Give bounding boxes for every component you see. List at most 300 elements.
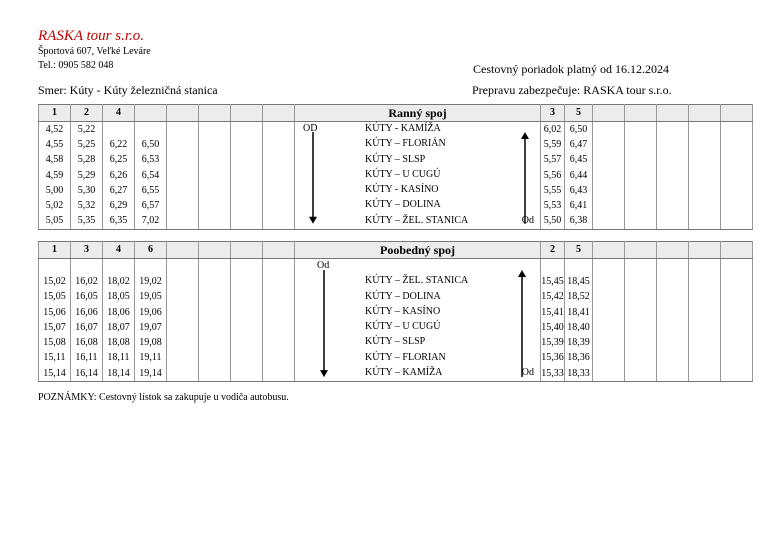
return-time: 15,33 — [541, 366, 565, 382]
return-time — [689, 290, 721, 305]
stop-name: KÚTY – KAMÍŽA — [365, 367, 443, 379]
table-row — [39, 351, 753, 366]
departure-time — [231, 335, 263, 350]
departure-time — [167, 366, 199, 382]
departure-time — [199, 198, 231, 213]
stop-cell — [295, 214, 541, 230]
end-marker: Od — [521, 214, 534, 226]
trip-number-header — [625, 242, 657, 259]
departure-time — [167, 137, 199, 152]
departure-time — [263, 122, 295, 138]
trip-number-header — [593, 242, 625, 259]
return-time — [625, 183, 657, 198]
return-time — [721, 290, 753, 305]
section-title: Poobedný spoj — [295, 242, 541, 259]
return-time — [593, 198, 625, 213]
trip-number-header: 5 — [565, 242, 593, 259]
departure-time: 5,05 — [39, 214, 71, 230]
return-time — [689, 320, 721, 335]
departure-time: 4,58 — [39, 153, 71, 168]
return-time — [657, 198, 689, 213]
trip-number-header — [689, 105, 721, 122]
return-time: 15,39 — [541, 335, 565, 350]
marker-cell — [295, 259, 541, 275]
departure-time — [231, 153, 263, 168]
departure-time — [263, 366, 295, 382]
return-time — [689, 351, 721, 366]
departure-time: 5,28 — [71, 153, 103, 168]
return-time — [625, 122, 657, 138]
return-time — [721, 214, 753, 230]
departure-time — [263, 198, 295, 213]
trip-number-header: 6 — [135, 242, 167, 259]
departure-time: 16,05 — [71, 290, 103, 305]
return-time — [689, 305, 721, 320]
return-time: 18,41 — [565, 305, 593, 320]
header-row — [39, 242, 753, 259]
trip-number-header — [263, 242, 295, 259]
departure-time — [231, 351, 263, 366]
stop-name: KÚTY – ŽEL. STANICA — [365, 275, 469, 287]
departure-time — [263, 351, 295, 366]
trip-number-header: 3 — [71, 242, 103, 259]
return-time: 6,43 — [565, 183, 593, 198]
stop-name: KÚTY - KASÍNO — [365, 184, 439, 196]
departure-time — [263, 153, 295, 168]
empty-cell — [71, 259, 103, 275]
return-time — [593, 137, 625, 152]
departure-time — [231, 274, 263, 289]
return-time — [657, 137, 689, 152]
timetable-validity: Cestovný poriadok platný od 16.12.2024 — [473, 62, 669, 76]
departure-time — [231, 137, 263, 152]
return-time — [721, 122, 753, 138]
stop-name: KÚTY – FLORIAN — [365, 351, 446, 363]
departure-time — [167, 153, 199, 168]
trip-number-header — [593, 105, 625, 122]
departure-time: 18,14 — [103, 366, 135, 382]
empty-cell — [541, 259, 565, 275]
departure-time: 6,26 — [103, 168, 135, 183]
return-time — [689, 153, 721, 168]
return-time — [593, 168, 625, 183]
trip-number-header — [689, 242, 721, 259]
trip-number-header: 2 — [541, 242, 565, 259]
stop-cell — [295, 274, 541, 289]
table-row — [39, 168, 753, 183]
return-time — [721, 198, 753, 213]
return-time — [625, 137, 657, 152]
return-time: 6,02 — [541, 122, 565, 138]
return-time — [689, 183, 721, 198]
return-time — [689, 366, 721, 382]
departure-time — [231, 122, 263, 138]
table-row — [39, 183, 753, 198]
departure-time — [199, 183, 231, 198]
departure-time: 16,02 — [71, 274, 103, 289]
return-time — [657, 274, 689, 289]
return-time — [593, 351, 625, 366]
trip-number-header: 1 — [39, 242, 71, 259]
return-time — [721, 320, 753, 335]
departure-time: 6,25 — [103, 153, 135, 168]
departure-time: 15,06 — [39, 305, 71, 320]
return-time — [625, 168, 657, 183]
return-time — [593, 366, 625, 382]
return-time: 18,39 — [565, 335, 593, 350]
return-time: 6,44 — [565, 168, 593, 183]
departure-time: 18,07 — [103, 320, 135, 335]
departure-time — [263, 305, 295, 320]
return-time — [721, 137, 753, 152]
departure-time — [199, 274, 231, 289]
return-time — [689, 274, 721, 289]
departure-time: 5,02 — [39, 198, 71, 213]
return-time — [657, 320, 689, 335]
departure-time — [167, 290, 199, 305]
trip-number-header: 4 — [103, 105, 135, 122]
departure-time: 15,07 — [39, 320, 71, 335]
return-time — [657, 351, 689, 366]
departure-time: 6,57 — [135, 198, 167, 213]
stop-cell — [295, 198, 541, 213]
return-time: 18,33 — [565, 366, 593, 382]
departure-time — [199, 335, 231, 350]
departure-time — [167, 183, 199, 198]
trip-number-header: 5 — [565, 105, 593, 122]
stop-name: KÚTY – U CUGÚ — [365, 321, 441, 333]
stop-cell — [295, 351, 541, 366]
return-time — [593, 274, 625, 289]
departure-time: 6,50 — [135, 137, 167, 152]
stop-name: KÚTY – ŽEL. STANICA — [365, 214, 469, 226]
stop-name: KÚTY - KAMÍŽA — [365, 123, 441, 134]
table-row — [39, 122, 753, 138]
return-time: 18,52 — [565, 290, 593, 305]
stop-cell — [295, 137, 541, 152]
trip-number-header — [199, 105, 231, 122]
return-time: 18,36 — [565, 351, 593, 366]
departure-time: 4,52 — [39, 122, 71, 138]
departure-time: 5,30 — [71, 183, 103, 198]
departure-time — [263, 274, 295, 289]
departure-time — [167, 274, 199, 289]
stop-cell — [295, 153, 541, 168]
departure-time — [231, 183, 263, 198]
return-time: 5,55 — [541, 183, 565, 198]
return-time: 15,41 — [541, 305, 565, 320]
trip-number-header — [721, 105, 753, 122]
return-time — [593, 290, 625, 305]
departure-time — [167, 351, 199, 366]
departure-time: 16,06 — [71, 305, 103, 320]
table-row — [39, 366, 753, 382]
departure-time — [199, 320, 231, 335]
departure-time: 18,05 — [103, 290, 135, 305]
trip-number-header — [167, 242, 199, 259]
table-row — [39, 305, 753, 320]
return-time — [625, 335, 657, 350]
return-time — [657, 122, 689, 138]
stop-name: KÚTY – SLSP — [365, 153, 426, 165]
return-time: 5,56 — [541, 168, 565, 183]
trip-number-header — [231, 105, 263, 122]
section-title: Ranný spoj — [295, 105, 541, 122]
departure-time — [263, 183, 295, 198]
return-time — [625, 305, 657, 320]
start-marker: Od — [317, 260, 330, 271]
departure-time: 16,08 — [71, 335, 103, 350]
return-time — [625, 198, 657, 213]
departure-time: 15,11 — [39, 351, 71, 366]
departure-time — [167, 122, 199, 138]
empty-cell — [689, 259, 721, 275]
empty-cell — [39, 259, 71, 275]
header-row — [39, 105, 753, 122]
return-time — [593, 183, 625, 198]
departure-time: 6,55 — [135, 183, 167, 198]
return-time — [721, 305, 753, 320]
stop-cell — [295, 122, 541, 138]
return-time — [593, 335, 625, 350]
end-marker: Od — [521, 367, 534, 379]
empty-cell — [625, 259, 657, 275]
return-time: 5,59 — [541, 137, 565, 152]
trip-number-header: 1 — [39, 105, 71, 122]
departure-time — [167, 168, 199, 183]
stop-name: KÚTY – U CUGÚ — [365, 168, 441, 180]
departure-time — [199, 137, 231, 152]
departure-time: 19,06 — [135, 305, 167, 320]
departure-time: 6,35 — [103, 214, 135, 230]
departure-time: 6,27 — [103, 183, 135, 198]
return-time: 6,41 — [565, 198, 593, 213]
departure-time: 7,02 — [135, 214, 167, 230]
trip-number-header: 4 — [103, 242, 135, 259]
departure-time: 5,32 — [71, 198, 103, 213]
departure-time: 6,22 — [103, 137, 135, 152]
departure-time: 18,06 — [103, 305, 135, 320]
trip-number-header — [625, 105, 657, 122]
departure-time — [263, 320, 295, 335]
return-time — [689, 122, 721, 138]
departure-time: 15,14 — [39, 366, 71, 382]
departure-time — [231, 198, 263, 213]
departure-time — [167, 305, 199, 320]
return-time — [689, 198, 721, 213]
departure-time: 4,59 — [39, 168, 71, 183]
departure-time — [199, 351, 231, 366]
departure-time — [199, 214, 231, 230]
departure-time: 18,11 — [103, 351, 135, 366]
departure-time — [199, 305, 231, 320]
return-time — [625, 274, 657, 289]
departure-time: 19,02 — [135, 274, 167, 289]
departure-time — [135, 122, 167, 138]
stop-cell — [295, 290, 541, 305]
table-row — [39, 198, 753, 213]
stop-cell — [295, 335, 541, 350]
trip-number-header: 2 — [71, 105, 103, 122]
departure-time: 5,25 — [71, 137, 103, 152]
departure-time — [263, 335, 295, 350]
return-time: 15,42 — [541, 290, 565, 305]
return-time: 18,45 — [565, 274, 593, 289]
departure-time — [199, 168, 231, 183]
morning-timetable — [38, 104, 753, 230]
return-time: 15,36 — [541, 351, 565, 366]
stop-name: KÚTY – SLSP — [365, 336, 426, 348]
notes: POZNÁMKY: Cestovný lístok sa zakupuje u vodiča autobusu. — [38, 392, 289, 403]
departure-time — [199, 290, 231, 305]
empty-cell — [135, 259, 167, 275]
departure-time — [231, 214, 263, 230]
empty-cell — [593, 259, 625, 275]
departure-time — [167, 214, 199, 230]
departure-time: 15,02 — [39, 274, 71, 289]
return-time — [593, 214, 625, 230]
return-time — [721, 351, 753, 366]
departure-time: 19,14 — [135, 366, 167, 382]
departure-time: 19,05 — [135, 290, 167, 305]
return-time: 6,50 — [565, 122, 593, 138]
departure-time: 5,29 — [71, 168, 103, 183]
departure-time: 19,07 — [135, 320, 167, 335]
table-row — [39, 320, 753, 335]
stop-name: KÚTY – FLORIÁN — [365, 138, 446, 150]
return-time — [625, 290, 657, 305]
empty-cell — [263, 259, 295, 275]
return-time: 6,45 — [565, 153, 593, 168]
return-time — [657, 153, 689, 168]
departure-time — [263, 214, 295, 230]
return-time — [721, 168, 753, 183]
return-time — [721, 335, 753, 350]
return-time: 18,40 — [565, 320, 593, 335]
empty-cell — [103, 259, 135, 275]
return-time — [593, 122, 625, 138]
trip-number-header — [721, 242, 753, 259]
departure-time: 15,08 — [39, 335, 71, 350]
empty-cell — [167, 259, 199, 275]
return-time — [657, 366, 689, 382]
start-marker: OD — [303, 123, 318, 134]
departure-time — [199, 153, 231, 168]
departure-time: 16,14 — [71, 366, 103, 382]
trip-number-header: 3 — [541, 105, 565, 122]
trip-number-header — [657, 242, 689, 259]
empty-cell — [199, 259, 231, 275]
departure-time — [263, 168, 295, 183]
departure-time: 6,29 — [103, 198, 135, 213]
return-time: 6,38 — [565, 214, 593, 230]
return-time — [625, 351, 657, 366]
departure-time — [231, 290, 263, 305]
carrier-info: Prepravu zabezpečuje: RASKA tour s.r.o. — [472, 83, 672, 97]
table-row — [39, 274, 753, 289]
route-direction: Smer: Kúty - Kúty železničná stanica — [38, 83, 218, 97]
trip-number-header — [167, 105, 199, 122]
departure-time: 18,08 — [103, 335, 135, 350]
afternoon-timetable — [38, 241, 753, 382]
return-time: 5,57 — [541, 153, 565, 168]
return-time — [593, 320, 625, 335]
trip-number-header — [135, 105, 167, 122]
departure-time: 15,05 — [39, 290, 71, 305]
table-row — [39, 290, 753, 305]
departure-time — [167, 335, 199, 350]
departure-time: 5,35 — [71, 214, 103, 230]
stop-name: KÚTY – DOLINA — [365, 199, 441, 211]
departure-time: 16,07 — [71, 320, 103, 335]
departure-time — [167, 320, 199, 335]
return-time — [721, 153, 753, 168]
departure-time: 5,00 — [39, 183, 71, 198]
return-time — [657, 183, 689, 198]
return-time: 6,47 — [565, 137, 593, 152]
departure-time: 6,54 — [135, 168, 167, 183]
empty-cell — [565, 259, 593, 275]
departure-time — [199, 366, 231, 382]
table-row — [39, 335, 753, 350]
departure-time: 18,02 — [103, 274, 135, 289]
return-time — [689, 335, 721, 350]
return-time — [625, 214, 657, 230]
departure-time — [231, 305, 263, 320]
stop-cell — [295, 305, 541, 320]
empty-cell — [721, 259, 753, 275]
return-time — [625, 320, 657, 335]
return-time — [657, 168, 689, 183]
departure-time — [263, 137, 295, 152]
departure-time — [263, 290, 295, 305]
stop-cell — [295, 366, 541, 382]
departure-time: 19,08 — [135, 335, 167, 350]
return-time: 5,50 — [541, 214, 565, 230]
departure-time: 16,11 — [71, 351, 103, 366]
departure-time: 6,53 — [135, 153, 167, 168]
return-time — [657, 290, 689, 305]
departure-time: 19,11 — [135, 351, 167, 366]
return-time — [593, 305, 625, 320]
trip-number-header — [231, 242, 263, 259]
trip-number-header — [657, 105, 689, 122]
stop-name: KÚTY – DOLINA — [365, 290, 441, 302]
departure-time — [199, 122, 231, 138]
departure-time — [231, 320, 263, 335]
trip-number-header — [199, 242, 231, 259]
return-time — [657, 214, 689, 230]
departure-time — [103, 122, 135, 138]
stop-cell — [295, 320, 541, 335]
return-time — [721, 183, 753, 198]
return-time — [625, 366, 657, 382]
return-time — [721, 274, 753, 289]
stop-cell — [295, 183, 541, 198]
departure-time: 5,22 — [71, 122, 103, 138]
empty-cell — [231, 259, 263, 275]
return-time: 15,45 — [541, 274, 565, 289]
return-time — [689, 168, 721, 183]
trip-number-header — [263, 105, 295, 122]
company-phone: Tel.: 0905 582 048 — [38, 60, 114, 71]
company-address: Športová 607, Veľké Leváre — [38, 46, 151, 57]
marker-row — [39, 259, 753, 275]
return-time — [721, 366, 753, 382]
company-name: RASKA tour s.r.o. — [38, 28, 144, 44]
table-row — [39, 153, 753, 168]
return-time: 15,40 — [541, 320, 565, 335]
